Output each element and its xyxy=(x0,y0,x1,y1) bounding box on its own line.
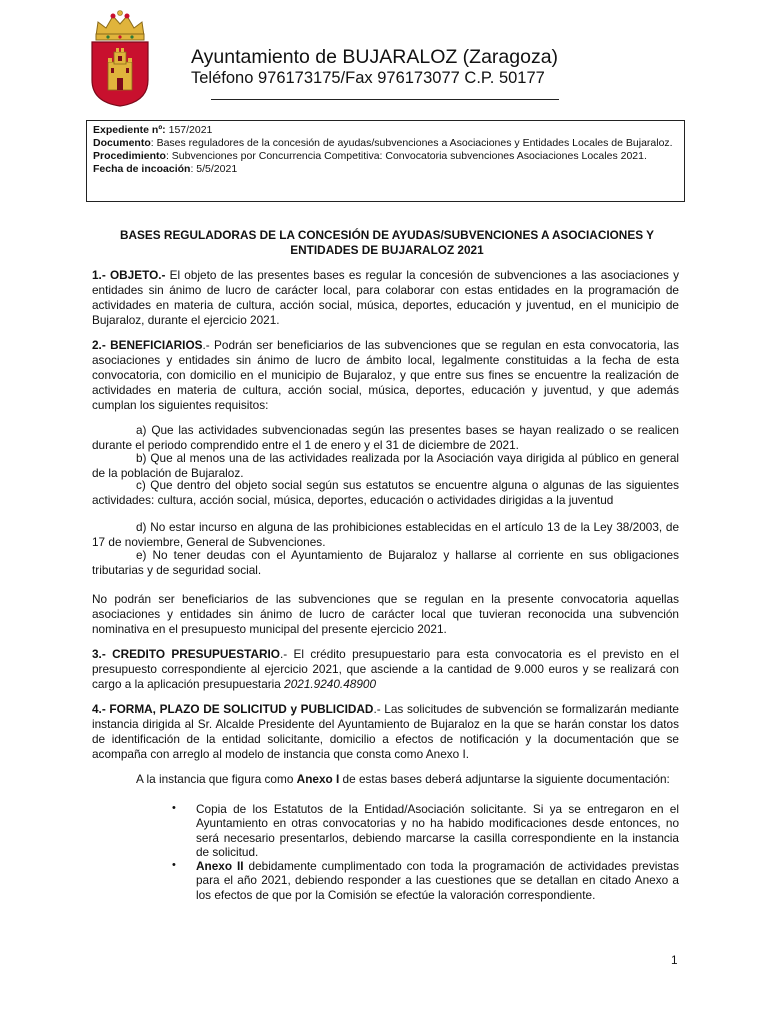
fecha-label: Fecha de incoación xyxy=(93,163,191,175)
header-title: Ayuntamiento de BUJARALOZ (Zaragoza) xyxy=(191,46,559,68)
expediente-label: Expediente nº: xyxy=(93,124,166,136)
document-title: BASES REGULADORAS DE LA CONCESIÓN DE AYUDAS/SUBVENCIONES A ASOCIACIONES Y ENTIDADES DE BUJARALOZ 2021 xyxy=(120,228,654,257)
expediente-line xyxy=(93,124,678,137)
documento-label: Documento xyxy=(93,137,151,149)
bullet-icon: • xyxy=(172,802,176,814)
page-number: 1 xyxy=(671,953,678,967)
section-objeto-heading: 1.- OBJETO.- xyxy=(92,268,166,282)
section-beneficiarios-text: .- Podrán ser beneficiarios de las subvenciones que se regulan en esta convocatoria, las asociaciones y entidades sin ánimo de lucro de ámbito local, legalmente constituidas a la fecha de esta convocatoria, con domicilio en el municipio de Bujaraloz, y que entre sus fines se encuentre la realización de actividades en materia de cultura, acción social, música, deportes, educación y juventud, y que además cumplan los siguientes requisitos: xyxy=(92,338,679,412)
section-credito xyxy=(92,647,679,692)
instancia-text-post: de estas bases deberá adjuntarse la siguiente documentación: xyxy=(339,772,670,786)
bullet-estatutos-text: Copia de los Estatutos de la Entidad/Asociación solicitante. Si ya se entregaron en el Ayuntamiento en otras convocatorias y no ha habido modificaciones desde entonces, no será necesario presentarlos, debiendo marcarse la casilla correspondiente en la instancia de solicitud. xyxy=(196,802,679,859)
section-objeto-text: El objeto de las presentes bases es regular la concesión de subvenciones a las asociaciones y entidades sin ánimo de lucro de carácter local, para colaborar con estas entidades en la programación de actividades en materia de cultura, acción social, música, deportes, educación y juventud, en el municipio de Bujaraloz, durante el ejercicio 2021. xyxy=(92,268,679,327)
requisito-a: a) Que las actividades subvencionadas según las presentes bases se hayan realizado o se realicen durante el periodo comprendido entre el 1 de enero y el 31 de diciembre de 2021. xyxy=(92,423,679,452)
expediente-box xyxy=(86,120,685,202)
section-forma-plazo-heading: 4.- FORMA, PLAZO DE SOLICITUD y PUBLICIDAD xyxy=(92,702,374,716)
instancia-paragraph xyxy=(92,772,679,787)
bullet-icon: • xyxy=(172,859,176,871)
requisito-b: b) Que al menos una de las actividades realizada por la Asociación vaya dirigida al público en general de la población de Bujaraloz. xyxy=(92,451,679,480)
section-credito-text: .- El crédito presupuestario para esta convocatoria es el previsto en el presupuesto correspondiente al ejercicio 2021, que asciende a la cantidad de 9.000 euros y se realizará con cargo a la aplicación presupuestaria xyxy=(92,647,679,691)
procedimiento-value: : Subvenciones por Concurrencia Competitiva: Convocatoria subvenciones Asociaciones Locales 2021. xyxy=(165,150,647,162)
expediente-value: 157/2021 xyxy=(165,124,213,136)
fecha-line xyxy=(93,163,678,176)
aplicacion-presupuestaria: 2021.9240.48900 xyxy=(284,677,377,691)
section-forma-plazo xyxy=(92,702,679,762)
requisito-d: d) No estar incurso en alguna de las prohibiciones establecidas en el artículo 13 de la Ley 38/2003, de 17 de noviembre, General de Subvenciones. xyxy=(92,520,679,549)
documento-line xyxy=(93,137,678,150)
header-phone: Teléfono 976173175/Fax 976173077 C.P. 50177 xyxy=(191,69,545,87)
requisito-c: c) Que dentro del objeto social según sus estatutos se encuentre alguna o algunas de las siguientes actividades: cultura, acción social, música, deportes, educación o actividades dirigidas a la juventud xyxy=(92,478,679,507)
documento-value: : Bases reguladores de la concesión de ayudas/subvenciones a Asociaciones y Entidades Locales de Bujaraloz. xyxy=(150,137,673,149)
coat-of-arms-icon xyxy=(86,10,154,108)
procedimiento-label: Procedimiento xyxy=(93,150,166,162)
fecha-value: : 5/5/2021 xyxy=(190,163,238,175)
header-divider xyxy=(211,99,559,100)
bullet-anexo-ii-text xyxy=(196,859,679,902)
procedimiento-line xyxy=(93,150,678,163)
section-credito-heading: 3.- CREDITO PRESUPUESTARIO xyxy=(92,647,280,661)
section-beneficiarios xyxy=(92,338,679,413)
section-objeto xyxy=(92,268,679,328)
anexo-ii-reference: Anexo II xyxy=(196,859,244,873)
section-beneficiarios-heading: 2.- BENEFICIARIOS xyxy=(92,338,203,352)
section-forma-plazo-text: .- Las solicitudes de subvención se formalizarán mediante instancia dirigida al Sr. Alcalde Presidente del Ayuntamiento de Bujaraloz en la que se harán constar los datos de identificación de la entidad solicitante, domicilio a efectos de notificación y la documentación que se acompaña con arreglo al modelo de instancia que consta como Anexo I. xyxy=(92,702,679,761)
instancia-text-pre: A la instancia que figura como xyxy=(136,772,297,786)
no-beneficiarios-paragraph: No podrán ser beneficiarios de las subvenciones que se regulan en la presente convocatoria aquellas asociaciones y entidades sin ánimo de lucro de carácter local que tuvieran reconocida una subvención nominativa en el presupuesto municipal del presente ejercicio 2021. xyxy=(92,592,679,636)
anexo-i-reference: Anexo I xyxy=(296,772,340,786)
anexo-ii-description: debidamente cumplimentado con toda la programación de actividades previstas para el año 2021, debiendo responder a las cuestiones que se detallan en citado Anexo a los efectos de que por la Comisión se efectúe la valoración correspondiente. xyxy=(196,859,679,902)
requisito-e: e) No tener deudas con el Ayuntamiento de Bujaraloz y hallarse al corriente en sus obligaciones tributarias y de seguridad social. xyxy=(92,548,679,577)
